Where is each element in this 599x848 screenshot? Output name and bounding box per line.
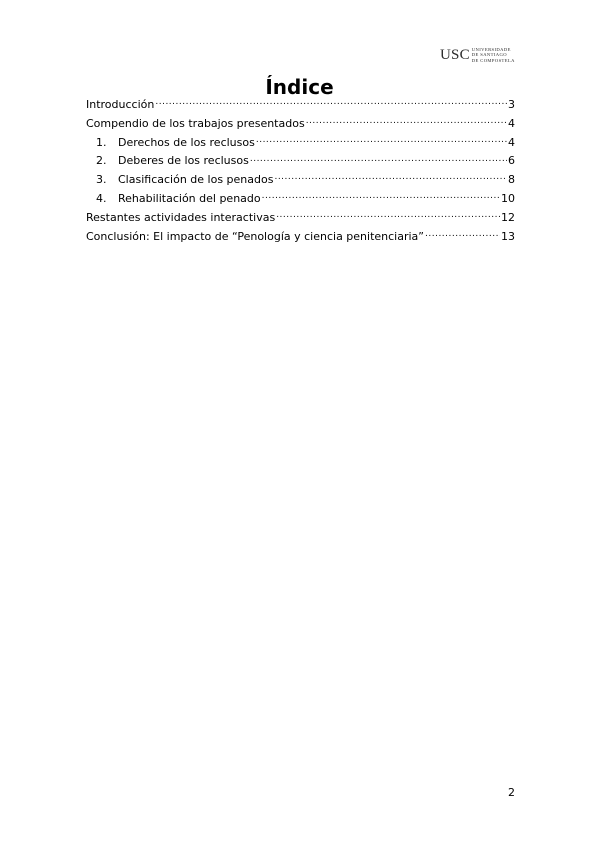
toc-entry-page: 12 <box>501 210 515 224</box>
toc-dot-leader <box>155 98 507 108</box>
logo-line: DE SANTIAGO <box>471 52 507 58</box>
toc-entry[interactable] <box>86 209 515 228</box>
toc-subentry[interactable] <box>86 171 515 190</box>
toc-subentry[interactable] <box>86 190 515 209</box>
university-logo <box>440 44 515 66</box>
toc-entry-label: Introducción <box>86 98 155 111</box>
toc-entry-page: 3 <box>508 98 515 111</box>
toc-entry-number: 4. <box>96 191 107 205</box>
toc-dot-leader <box>425 230 500 240</box>
toc-dot-leader <box>262 192 500 202</box>
toc-entry-label: Conclusión: El impacto de “Penología y ciencia penitenciaria” <box>86 229 424 243</box>
logo-mark: USC <box>440 46 470 63</box>
toc-entry-page: 13 <box>501 229 515 243</box>
toc-entry-page: 4 <box>508 135 515 149</box>
toc-entry-label: Compendio de los trabajos presentados <box>86 116 305 130</box>
toc-entry-number: 2. <box>96 154 107 168</box>
table-of-contents <box>86 96 515 246</box>
toc-entry-label: Derechos de los reclusos <box>118 135 255 149</box>
toc-dot-leader <box>250 154 507 164</box>
logo-text <box>472 47 515 63</box>
toc-entry-label: Restantes actividades interactivas <box>86 210 276 224</box>
logo-line: UNIVERSIDADE <box>471 47 511 53</box>
toc-entry-page: 8 <box>508 173 515 187</box>
page-number: 2 <box>508 786 515 799</box>
toc-entry-number: 1. <box>96 135 107 149</box>
toc-entry-number: 3. <box>96 173 107 187</box>
toc-dot-leader <box>256 136 507 146</box>
toc-entry-page: 6 <box>508 154 515 168</box>
logo-line: DE COMPOSTELA <box>471 57 515 63</box>
toc-entry[interactable] <box>86 115 515 134</box>
toc-entry-label: Clasificación de los penados <box>118 173 274 187</box>
toc-dot-leader <box>276 211 500 221</box>
toc-entry-label: Rehabilitación del penado <box>118 191 261 205</box>
toc-entry-page: 10 <box>501 191 515 205</box>
toc-subentry[interactable] <box>86 134 515 153</box>
toc-entry[interactable] <box>86 96 515 115</box>
toc-entry-label: Deberes de los reclusos <box>118 154 249 168</box>
toc-subentry[interactable] <box>86 152 515 171</box>
page-title: Índice <box>265 75 334 99</box>
toc-entry-page: 4 <box>508 116 515 130</box>
toc-entry[interactable] <box>86 228 515 247</box>
toc-dot-leader <box>306 117 507 127</box>
toc-dot-leader <box>274 173 507 183</box>
